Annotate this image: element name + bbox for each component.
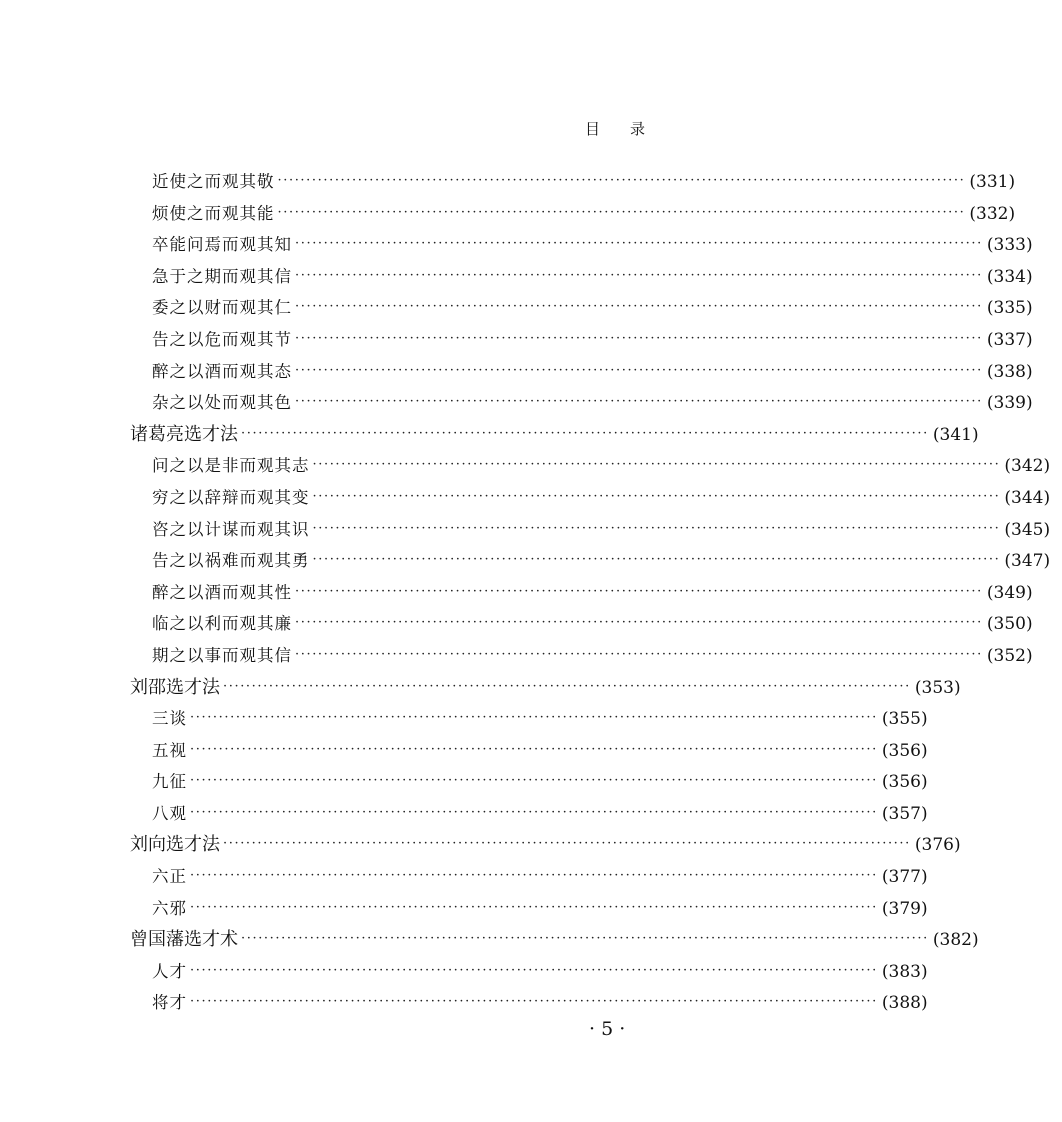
dot-leader: ························································································································	[295, 646, 983, 662]
toc-entry-title: 近使之而观其敬	[152, 172, 275, 191]
toc-section-entry[interactable]	[0, 419, 979, 451]
toc-entry-title: 烦使之而观其能	[152, 203, 275, 223]
toc-entry-title: 咨之以计谋而观其识	[152, 519, 310, 539]
toc-section-entry[interactable]	[0, 924, 979, 956]
toc-entry-title: 告之以祸难而观其勇	[152, 551, 310, 571]
toc-entry-page: (357)	[881, 803, 928, 824]
dot-leader: ························································································································	[295, 615, 983, 631]
toc-subsection-entry[interactable]	[0, 387, 1033, 419]
toc-entry-title: 九征	[152, 772, 187, 792]
running-head-right: 录	[630, 120, 646, 138]
dot-leader: ························································································································	[312, 488, 1001, 504]
toc-entry-page: (352)	[986, 645, 1033, 666]
toc-entry-page: (353)	[914, 677, 961, 698]
toc-subsection-entry[interactable]	[0, 735, 928, 767]
toc-entry-title: 临之以利而观其廉	[152, 614, 292, 634]
dot-leader: ························································································································	[190, 899, 878, 915]
dot-leader: ························································································································	[190, 994, 878, 1010]
toc-entry-title: 刘向选才法	[130, 834, 220, 856]
toc-subsection-entry[interactable]	[0, 545, 1051, 577]
dot-leader: ························································································································	[312, 520, 1001, 536]
toc-entry-page: (333)	[986, 235, 1033, 256]
toc-entry-title: 醉之以酒而观其性	[152, 582, 292, 602]
toc-entry-title: 卒能问焉而观其知	[152, 235, 292, 255]
toc-entry-page: (331)	[969, 172, 1016, 192]
running-head	[585, 118, 645, 139]
dot-leader: ························································································································	[190, 962, 878, 978]
toc-entry-page: (377)	[881, 867, 928, 888]
dot-leader: ························································································································	[190, 773, 878, 789]
toc-entry-page: (337)	[986, 329, 1033, 350]
toc-entry-title: 委之以财而观其仁	[152, 298, 292, 318]
page-number: · 5 ·	[589, 1018, 626, 1040]
toc-subsection-entry[interactable]	[0, 166, 1016, 198]
toc-subsection-entry[interactable]	[0, 514, 1051, 546]
toc-subsection-entry[interactable]	[0, 261, 1033, 293]
dot-leader: ························································································································	[295, 583, 983, 599]
dot-leader: ························································································································	[312, 457, 1001, 473]
toc-subsection-entry[interactable]	[0, 577, 1033, 609]
toc-subsection-entry[interactable]	[0, 482, 1051, 514]
toc-entry-page: (376)	[914, 835, 961, 856]
toc-entry-page: (383)	[881, 961, 928, 982]
toc-entry-page: (339)	[986, 393, 1033, 414]
toc-entry-page: (382)	[932, 930, 979, 951]
toc-entry-title: 刘邵选才法	[130, 676, 220, 698]
toc-entry-title: 问之以是非而观其志	[152, 456, 310, 476]
toc-entry-page: (379)	[881, 898, 928, 919]
toc-entry-title: 八观	[152, 803, 187, 823]
toc-subsection-entry[interactable]	[0, 356, 1033, 388]
toc-subsection-entry[interactable]	[0, 798, 928, 830]
toc-entry-title: 将才	[152, 993, 187, 1013]
toc-entry-title: 六正	[152, 867, 187, 887]
toc-entry-title: 杂之以处而观其色	[152, 393, 292, 413]
toc-subsection-entry[interactable]	[0, 450, 1051, 482]
dot-leader: ························································································································	[190, 804, 878, 820]
toc-entry-page: (345)	[1004, 519, 1051, 540]
table-of-contents	[0, 166, 1051, 1019]
toc-subsection-entry[interactable]	[0, 198, 1016, 230]
dot-leader: ························································································································	[295, 267, 983, 283]
toc-entry-title: 六邪	[152, 898, 187, 918]
toc-section-entry[interactable]	[0, 829, 961, 861]
dot-leader: ························································································································	[295, 299, 983, 315]
toc-subsection-entry[interactable]	[0, 987, 928, 1019]
toc-entry-page: (338)	[986, 361, 1033, 382]
toc-entry-page: (350)	[986, 614, 1033, 635]
toc-entry-title: 曾国藩选才术	[130, 929, 238, 951]
dot-leader: ························································································································	[190, 741, 878, 757]
toc-subsection-entry[interactable]	[0, 608, 1033, 640]
dot-leader: ························································································································	[295, 362, 983, 378]
toc-entry-page: (349)	[986, 582, 1033, 603]
toc-subsection-entry[interactable]	[0, 703, 928, 735]
toc-entry-title: 诸葛亮选才法	[130, 423, 238, 445]
dot-leader: ························································································································	[190, 710, 878, 726]
toc-entry-page: (344)	[1004, 487, 1051, 508]
running-head-left: 目	[585, 120, 601, 138]
toc-entry-page: (334)	[986, 266, 1033, 287]
dot-leader: ························································································································	[277, 173, 966, 188]
toc-entry-page: (356)	[881, 772, 928, 793]
dot-leader: ························································································································	[295, 236, 983, 252]
dot-leader: ························································································································	[295, 394, 983, 410]
toc-entry-title: 三谈	[152, 709, 187, 729]
toc-entry-page: (341)	[932, 424, 979, 445]
toc-entry-title: 期之以事而观其信	[152, 645, 292, 665]
dot-leader: ························································································································	[295, 330, 983, 346]
toc-entry-title: 五视	[152, 740, 187, 760]
toc-entry-page: (388)	[881, 993, 928, 1014]
toc-subsection-entry[interactable]	[0, 766, 928, 798]
toc-entry-title: 醉之以酒而观其态	[152, 361, 292, 381]
toc-entry-page: (342)	[1004, 456, 1051, 477]
toc-subsection-entry[interactable]	[0, 229, 1033, 261]
toc-entry-title: 人才	[152, 961, 187, 981]
dot-leader: ························································································································	[223, 678, 911, 694]
toc-entry-title: 告之以危而观其节	[152, 329, 292, 349]
dot-leader: ························································································································	[223, 836, 911, 852]
dot-leader: ························································································································	[277, 204, 966, 220]
toc-subsection-entry[interactable]	[0, 956, 928, 988]
toc-entry-title: 穷之以辞辩而观其变	[152, 487, 310, 507]
toc-entry-page: (332)	[969, 203, 1016, 224]
toc-section-entry[interactable]	[0, 672, 961, 704]
toc-entry-title: 急于之期而观其信	[152, 266, 292, 286]
dot-leader: ························································································································	[241, 931, 929, 947]
dot-leader: ························································································································	[190, 868, 878, 884]
toc-entry-page: (335)	[986, 298, 1033, 319]
toc-subsection-entry[interactable]	[0, 640, 1033, 672]
toc-subsection-entry[interactable]	[0, 861, 928, 893]
toc-entry-page: (347)	[1004, 551, 1051, 572]
toc-subsection-entry[interactable]	[0, 893, 928, 925]
dot-leader: ························································································································	[241, 425, 929, 441]
dot-leader: ························································································································	[312, 552, 1001, 568]
toc-entry-page: (355)	[881, 709, 928, 730]
toc-subsection-entry[interactable]	[0, 292, 1033, 324]
toc-subsection-entry[interactable]	[0, 324, 1033, 356]
toc-entry-page: (356)	[881, 740, 928, 761]
